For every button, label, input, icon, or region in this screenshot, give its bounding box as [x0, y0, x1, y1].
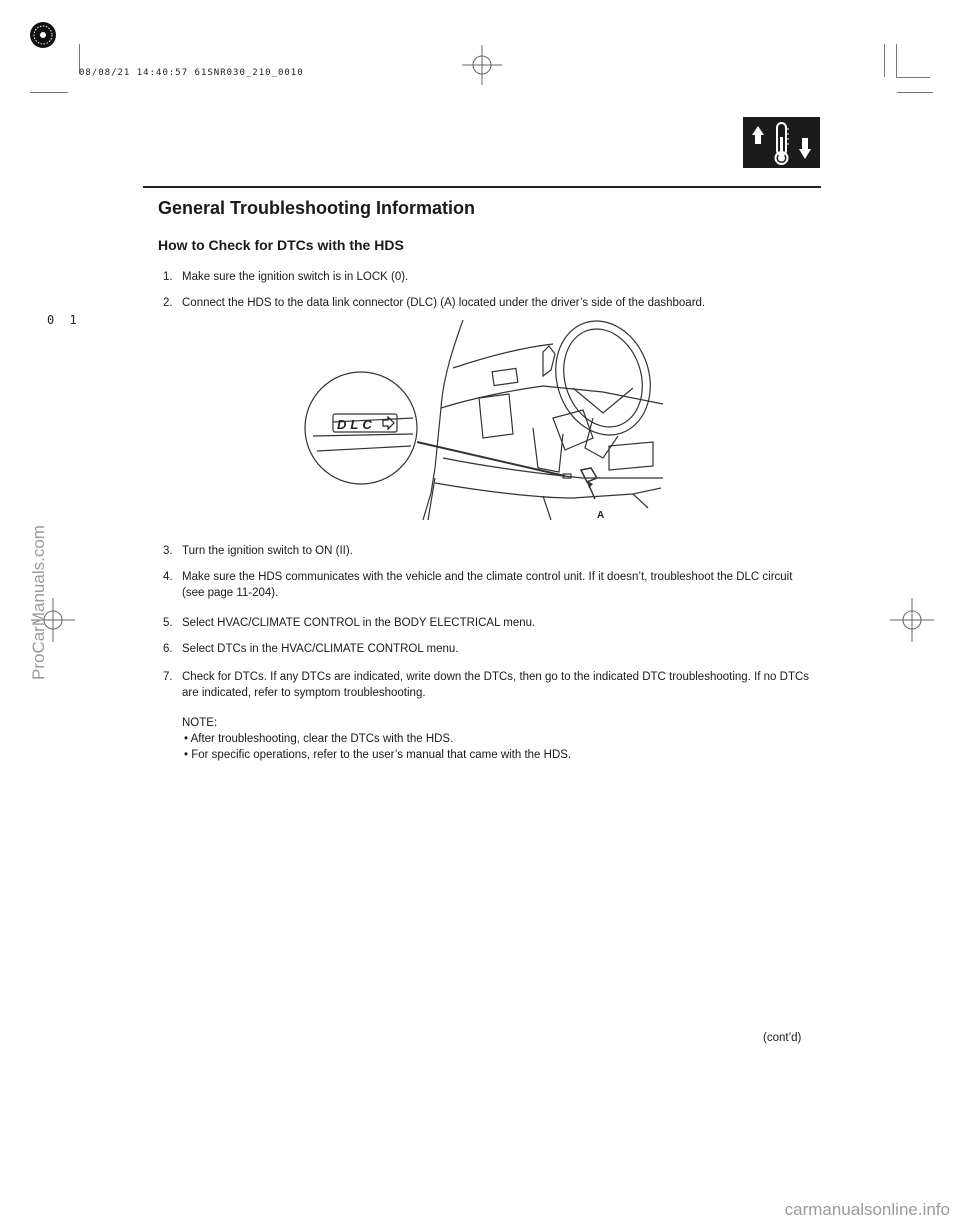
section-subtitle: How to Check for DTCs with the HDS — [158, 237, 404, 253]
step-text: Select HVAC/CLIMATE CONTROL in the BODY ELECTRICAL menu. — [182, 617, 536, 629]
registration-crosshair-top — [462, 45, 502, 85]
step-number: 6. — [163, 643, 173, 655]
step-text: Turn the ignition switch to ON (II). — [182, 545, 353, 557]
step-item — [163, 615, 813, 631]
note-bullet: • After troubleshooting, clear the DTCs with the HDS. — [184, 733, 454, 745]
step-item — [163, 269, 813, 285]
registration-mark-top-left — [28, 20, 58, 50]
print-stamp: 08/08/21 14:40:57 61SNR030_210_0010 — [79, 68, 304, 78]
step-item — [163, 543, 813, 559]
dlc-location-figure — [303, 318, 663, 522]
step-text: Make sure the HDS communicates with the vehicle and the climate control unit. If it doesn’t, troubleshoot the DLC circuit (see page 11-204). — [182, 571, 793, 599]
step-number: 5. — [163, 617, 173, 629]
step-item — [163, 295, 813, 311]
note-bullet-text: After troubleshooting, clear the DTCs with the HDS. — [190, 733, 454, 745]
crop-mark — [896, 44, 897, 77]
step-text: Connect the HDS to the data link connector (DLC) (A) located under the driver’s side of the dashboard. — [182, 297, 706, 309]
step-number: 1. — [163, 271, 173, 283]
step-item — [163, 569, 813, 601]
header-rule — [143, 186, 821, 188]
note-block — [182, 715, 571, 763]
step-text: Check for DTCs. If any DTCs are indicated, write down the DTCs, then go to the indicated DTC troubleshooting. If no DTCs are indicated, refer to symptom troubleshooting. — [182, 671, 810, 699]
crop-mark — [884, 44, 885, 77]
step-item — [163, 641, 813, 657]
dlc-label: DLC — [337, 417, 376, 432]
step-number: 3. — [163, 545, 173, 557]
crop-mark — [897, 92, 933, 93]
watermark-bottom: carmanualsonline.info — [784, 1200, 950, 1219]
step-number: 4. — [163, 571, 173, 583]
callout-a-label: A — [597, 510, 605, 521]
step-number: 2. — [163, 297, 173, 309]
watermark-left: ProCarManuals.com — [29, 525, 48, 680]
continued-label: (cont’d) — [763, 1032, 802, 1044]
crop-mark — [896, 77, 930, 78]
registration-crosshair-right — [890, 598, 934, 642]
step-item — [163, 669, 813, 701]
step-number: 7. — [163, 671, 173, 683]
crop-mark — [30, 92, 68, 93]
note-label: NOTE: — [182, 717, 218, 729]
step-text: Select DTCs in the HVAC/CLIMATE CONTROL menu. — [182, 643, 459, 655]
thermometer-up-down-icon — [743, 117, 820, 168]
page-title: General Troubleshooting Information — [158, 198, 476, 218]
step-text: Make sure the ignition switch is in LOCK (0). — [182, 271, 409, 283]
margin-code: 0 1 — [47, 313, 81, 327]
note-bullet-text: For specific operations, refer to the user’s manual that came with the HDS. — [191, 749, 572, 761]
note-bullet: • For specific operations, refer to the user’s manual that came with the HDS. — [184, 749, 572, 761]
